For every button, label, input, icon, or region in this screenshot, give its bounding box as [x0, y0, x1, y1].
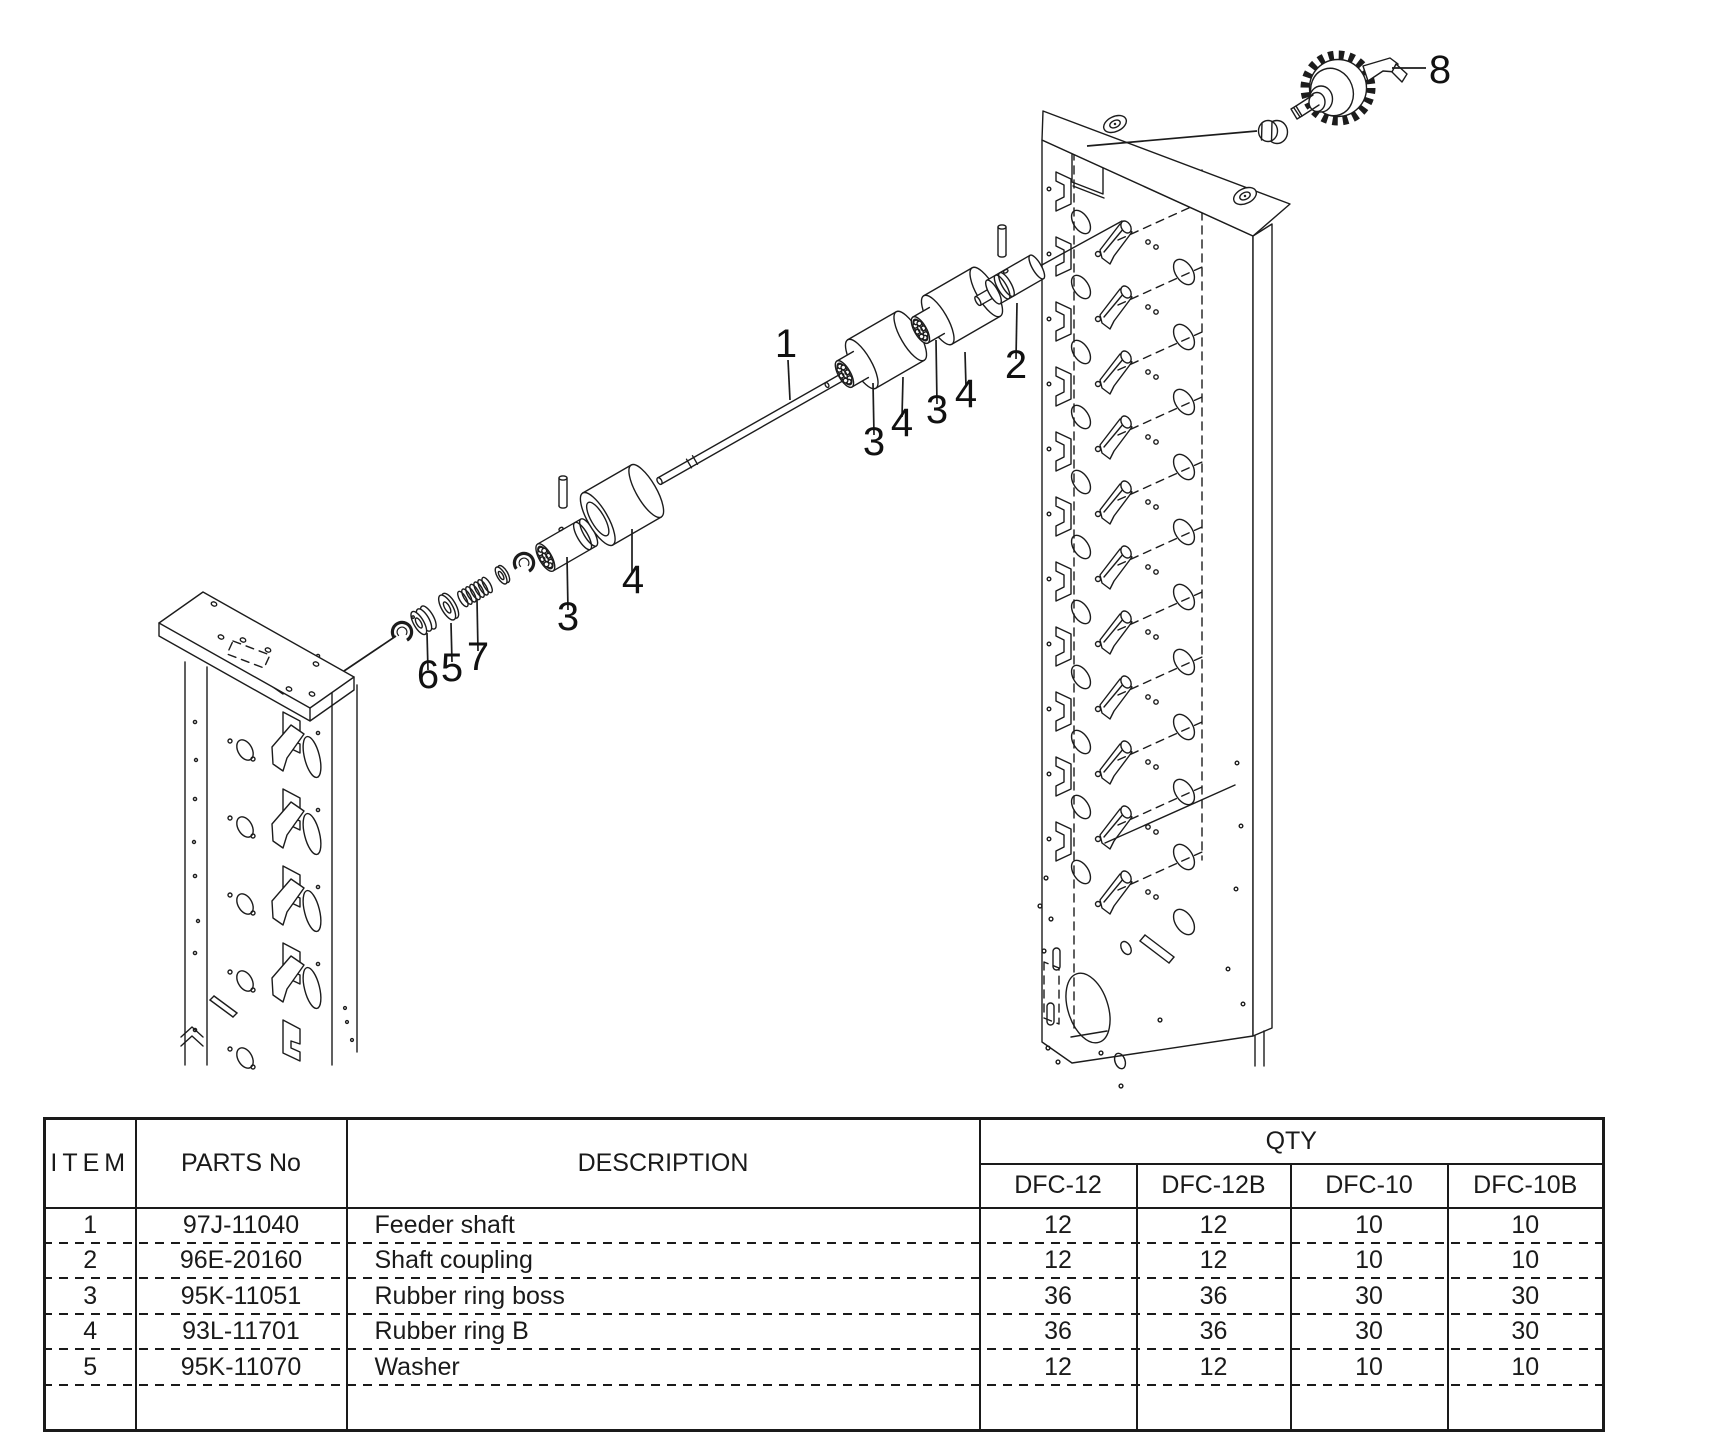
cell-parts-no: 95K-11070	[136, 1350, 347, 1386]
cell-item: 5	[45, 1350, 136, 1386]
cell-parts-no: 93L-11701	[136, 1314, 347, 1350]
callout-label: 3	[556, 595, 580, 639]
cell-parts-no: 97J-11040	[136, 1208, 347, 1244]
callout-label: 6	[416, 653, 440, 697]
callout-3-roller2	[926, 340, 948, 432]
table-row-cutoff	[45, 1385, 1604, 1430]
callout-6	[417, 633, 439, 697]
cell-item: 3	[45, 1279, 136, 1315]
callout-7	[467, 600, 489, 679]
callout-label: 8	[1428, 48, 1452, 92]
cell-qty: 36	[1137, 1314, 1291, 1350]
drive-gear	[1291, 55, 1407, 122]
col-header-dfc-10b: DFC-10B	[1448, 1164, 1604, 1208]
callout-label: 2	[1004, 343, 1028, 387]
col-header-dfc-10: DFC-10	[1291, 1164, 1448, 1208]
cell-qty: 12	[1137, 1208, 1291, 1244]
cell-qty: 10	[1291, 1350, 1448, 1386]
callout-label: 4	[621, 558, 645, 602]
table-row	[45, 1208, 1604, 1244]
cell-item: 4	[45, 1314, 136, 1350]
col-header-item: ITEM	[45, 1119, 136, 1208]
cell-qty: 36	[1137, 1279, 1291, 1315]
callout-3-roller1	[863, 383, 885, 464]
callout-label: 7	[466, 635, 490, 679]
table-row	[45, 1350, 1604, 1386]
cell-qty: 30	[1291, 1279, 1448, 1315]
cell-qty: 10	[1448, 1350, 1604, 1386]
cell-qty: 12	[980, 1208, 1137, 1244]
cell-parts-no: 95K-11051	[136, 1279, 347, 1315]
callout-label: 5	[440, 646, 464, 690]
table-header-row-1	[45, 1119, 1604, 1164]
callout-label: 3	[925, 388, 949, 432]
callout-2	[1005, 303, 1027, 387]
callout-5	[441, 623, 463, 690]
table-row	[45, 1243, 1604, 1279]
spring-7	[456, 576, 495, 608]
e-ring-a	[390, 620, 415, 645]
col-header-qty: QTY	[980, 1119, 1604, 1164]
callout-4-roller2	[955, 352, 977, 416]
cell-parts-no: 96E-20160	[136, 1243, 347, 1279]
callout-1	[775, 322, 797, 400]
e-ring-b	[512, 551, 537, 576]
cell-description: Washer	[347, 1350, 980, 1386]
right-frame-panel	[1038, 111, 1290, 1088]
callout-label: 4	[890, 401, 914, 445]
cell-description: Feeder shaft	[347, 1208, 980, 1244]
table-row	[45, 1279, 1604, 1315]
callout-4-roller1	[891, 377, 913, 445]
hex-nut	[1259, 121, 1288, 144]
cell-description: Rubber ring B	[347, 1314, 980, 1350]
callout-3-boss	[557, 557, 579, 639]
cell-qty: 10	[1448, 1208, 1604, 1244]
cell-qty: 12	[1137, 1243, 1291, 1279]
callout-label: 4	[954, 372, 978, 416]
cell-item: 1	[45, 1208, 136, 1244]
cell-qty: 36	[980, 1279, 1137, 1315]
coupling-pin	[998, 225, 1006, 257]
col-header-dfc-12b: DFC-12B	[1137, 1164, 1291, 1208]
cell-qty: 12	[980, 1243, 1137, 1279]
cell-qty: 30	[1448, 1279, 1604, 1315]
cell-qty: 30	[1448, 1314, 1604, 1350]
cell-qty: 10	[1291, 1208, 1448, 1244]
cell-qty: 10	[1291, 1243, 1448, 1279]
callout-label: 1	[774, 322, 798, 366]
cell-qty: 12	[980, 1350, 1137, 1386]
cell-qty: 12	[1137, 1350, 1291, 1386]
leader-left-panel-to-ering	[344, 636, 396, 671]
table-row	[45, 1314, 1604, 1350]
callout-leader	[788, 360, 790, 400]
cell-qty: 36	[980, 1314, 1137, 1350]
cell-item: 2	[45, 1243, 136, 1279]
cell-description: Shaft coupling	[347, 1243, 980, 1279]
boss-pin	[559, 476, 567, 508]
callout-label: 3	[862, 420, 886, 464]
cell-description: Rubber ring boss	[347, 1279, 980, 1315]
washer-small	[493, 564, 512, 586]
col-header-description: DESCRIPTION	[347, 1119, 980, 1208]
cell-qty: 30	[1291, 1314, 1448, 1350]
col-header-parts-no: PARTS No	[136, 1119, 347, 1208]
callout-4-ring	[622, 529, 644, 602]
parts-table	[43, 1117, 1602, 1417]
left-frame-panel	[159, 592, 357, 1071]
cell-qty: 10	[1448, 1243, 1604, 1279]
col-header-dfc-12: DFC-12	[980, 1164, 1137, 1208]
